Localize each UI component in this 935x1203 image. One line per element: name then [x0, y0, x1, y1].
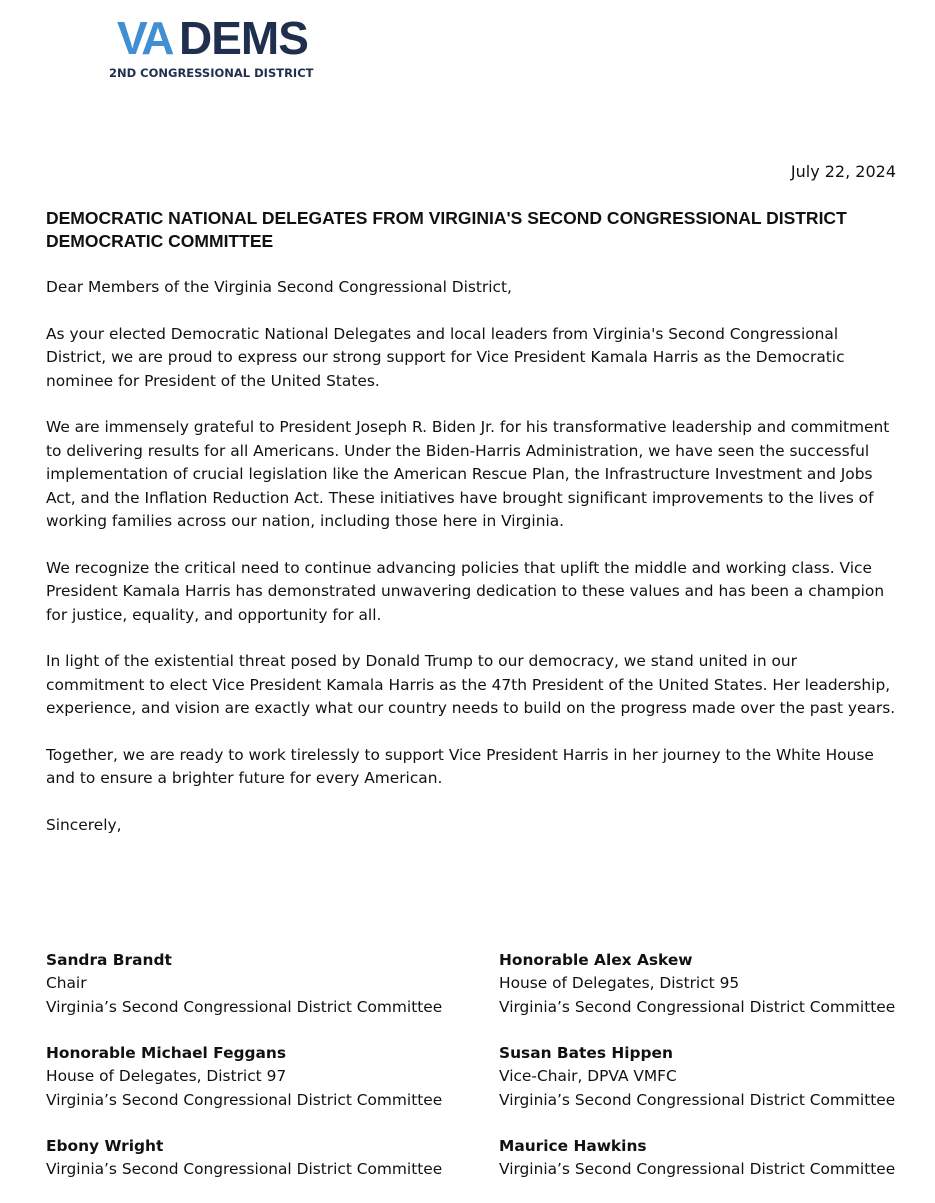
signatory-title: House of Delegates, District 95 — [499, 974, 740, 993]
signatory-maurice-hawkins — [499, 1135, 895, 1182]
paragraph-5: Together, we are ready to work tirelessly to support Vice President Harris in her journey to the White House and to ensure a brighter future for every American. — [46, 745, 874, 787]
signatory-alex-askew — [499, 949, 895, 1019]
signatory-name: Honorable Michael Feggans — [46, 1044, 287, 1062]
letter-heading: DEMOCRATIC NATIONAL DELEGATES FROM VIRGINIA'S SECOND CONGRESSIONAL DISTRICT DEMOCRATIC COMMITTEE — [46, 208, 847, 251]
signatory-name: Maurice Hawkins — [499, 1137, 647, 1155]
logo-dems-text: DEMS — [179, 14, 308, 60]
vadems-logo-mark — [117, 14, 309, 60]
signatory-organization: Virginia’s Second Congressional District Committee — [46, 997, 443, 1016]
signatory-sandra-brandt — [46, 949, 442, 1019]
signatory-name: Susan Bates Hippen — [499, 1044, 673, 1062]
signatory-susan-bates-hippen — [499, 1042, 895, 1112]
signatory-organization: Virginia’s Second Congressional District Committee — [499, 997, 896, 1016]
vadems-logo — [109, 14, 319, 84]
signatory-title: Vice-Chair, DPVA VMFC — [499, 1067, 677, 1086]
signatory-michael-feggans — [46, 1042, 442, 1112]
logo-subtitle: 2ND CONGRESSIONAL DISTRICT — [109, 66, 314, 80]
signatory-title: Chair — [46, 974, 87, 993]
signatory-organization: Virginia’s Second Congressional District Committee — [499, 1090, 896, 1109]
signatory-name: Ebony Wright — [46, 1137, 164, 1155]
signatory-organization: Virginia’s Second Congressional District Committee — [46, 1160, 443, 1179]
signatory-organization: Virginia’s Second Congressional District Committee — [499, 1160, 896, 1179]
signatory-name: Honorable Alex Askew — [499, 951, 693, 969]
logo-va-text: VA — [117, 14, 172, 60]
letter-date: July 22, 2024 — [790, 162, 896, 181]
signatory-title: House of Delegates, District 97 — [46, 1067, 287, 1086]
letter-body — [46, 276, 896, 860]
signatory-organization: Virginia’s Second Congressional District Committee — [46, 1090, 443, 1109]
signatory-name: Sandra Brandt — [46, 951, 172, 969]
signatory-ebony-wright — [46, 1135, 442, 1182]
paragraph-2: We are immensely grateful to President Joseph R. Biden Jr. for his transformative leadership and commitment to delivering results for all Americans. Under the Biden-Harris Administration, we have seen the successful implementation of crucial legislation like the American Rescue Plan, the Infrastructure Investment and Jobs Act, and the Inflation Reduction Act. These initiatives have brought significant improvements to the lives of working families across our nation, including those here in Virginia. — [46, 418, 890, 530]
paragraph-1: As your elected Democratic National Delegates and local leaders from Virginia's Second Congressional District, we are proud to express our strong support for Vice President Kamala Harris as the Democratic nominee for President of the United States. — [46, 324, 845, 390]
closing: Sincerely, — [46, 815, 122, 834]
paragraph-3: We recognize the critical need to continue advancing policies that uplift the middle and working class. Vice President Kamala Harris has demonstrated unwavering dedication to these values and has been a champion for justice, equality, and opportunity for all. — [46, 558, 885, 624]
paragraph-4: In light of the existential threat posed by Donald Trump to our democracy, we stand united in our commitment to elect Vice President Kamala Harris as the 47th President of the United States. Her leadership, experience, and vision are exactly what our country needs to build on the progress made over the past years. — [46, 652, 896, 717]
salutation: Dear Members of the Virginia Second Congressional District, — [46, 278, 512, 296]
